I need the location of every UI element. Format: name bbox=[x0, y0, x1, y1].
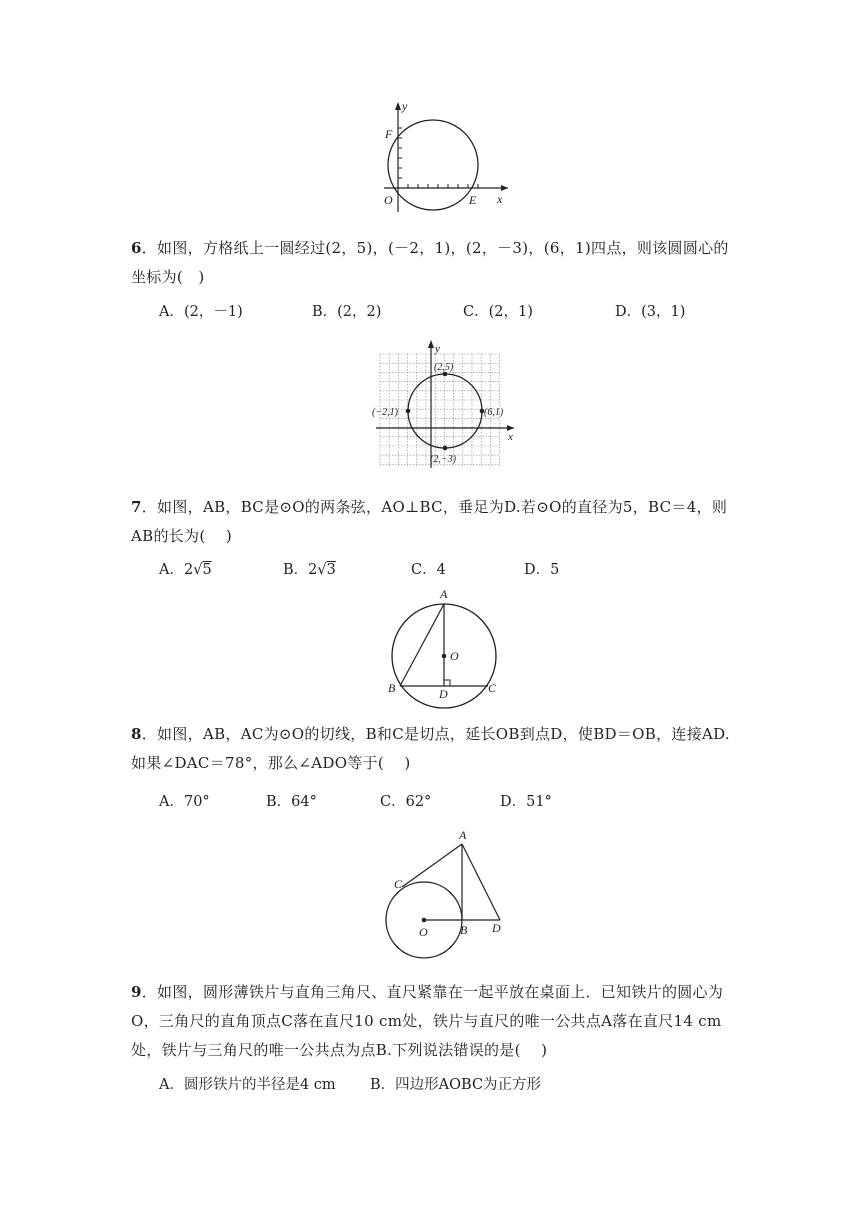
center-point bbox=[422, 918, 427, 923]
question-number: 8 bbox=[131, 725, 142, 743]
point-e-label: E bbox=[469, 193, 477, 207]
label-c: C bbox=[488, 681, 497, 695]
question-7 bbox=[131, 493, 731, 551]
label-bottom-point: (2,−3) bbox=[430, 454, 456, 465]
option-a-radicand: 5 bbox=[202, 562, 212, 578]
y-label: y bbox=[402, 99, 408, 113]
option-c[interactable]: C．4 bbox=[411, 562, 446, 578]
question-6 bbox=[131, 234, 731, 292]
center-point bbox=[442, 654, 447, 659]
question-text: ．如图，AB，AC为⊙O的切线，B和C是切点，延长OB到点D，使BD＝OB，连接AD.如果∠DAC＝78°，那么∠ADO等于( ) bbox=[131, 725, 730, 772]
tangent-ac bbox=[402, 844, 462, 887]
label-c: C bbox=[394, 877, 403, 891]
option-b[interactable]: B．四边形AOBC为正方形 bbox=[370, 1077, 542, 1093]
option-a[interactable]: A．70° bbox=[159, 794, 210, 810]
label-o: O bbox=[450, 649, 459, 663]
label-top-point: (2,5) bbox=[434, 362, 454, 373]
question-text: ．如图，圆形薄铁片与直角三角尺、直尺紧靠在一起平放在桌面上．已知铁片的圆心为O，三角尺的直角顶点C落在直尺10 cm处，铁片与直尺的唯一公共点A落在直尺14 cm处，铁片与三角尺的唯一公共点为点B.下列说法错误的是( ) bbox=[131, 983, 724, 1059]
question-8 bbox=[131, 720, 731, 778]
label-left-point: (−2,1) bbox=[372, 407, 398, 418]
option-b[interactable]: B．2√3 bbox=[283, 562, 336, 578]
label-d: D bbox=[439, 687, 448, 701]
option-d[interactable]: D．51° bbox=[500, 794, 552, 810]
question-number: 6 bbox=[131, 239, 142, 257]
question-text: ．如图，方格纸上一圆经过(2，5)，(－2，1)，(2，－3)，(6，1)四点，则该圆圆心的坐标为( ) bbox=[131, 239, 729, 286]
label-b: B bbox=[388, 681, 396, 695]
point-f-label: F bbox=[385, 127, 393, 141]
option-d[interactable]: D．(3，1) bbox=[615, 304, 686, 320]
option-b-radicand: 3 bbox=[326, 562, 336, 578]
x-axis-arrow bbox=[501, 185, 508, 191]
y-axis-arrow bbox=[395, 102, 401, 110]
chord-ab bbox=[400, 604, 444, 686]
circle bbox=[408, 374, 482, 448]
x-label: x bbox=[497, 192, 503, 206]
figure-q7-circle-chords bbox=[386, 586, 506, 702]
x-label: x bbox=[508, 431, 513, 443]
question-text: ．如图，AB，BC是⊙O的两条弦，AO⊥BC，垂足为D.若⊙O的直径为5，BC＝4，则AB的长为( ) bbox=[131, 498, 728, 545]
option-d[interactable]: D．5 bbox=[524, 562, 560, 578]
label-o: O bbox=[419, 925, 428, 939]
figure-q6-grid-circle bbox=[372, 340, 522, 470]
question-number: 7 bbox=[131, 498, 142, 516]
option-a[interactable]: A．圆形铁片的半径是4 cm bbox=[159, 1077, 336, 1093]
option-a[interactable]: A．2√5 bbox=[159, 562, 212, 578]
circle bbox=[388, 120, 478, 210]
option-b[interactable]: B．64° bbox=[266, 794, 317, 810]
question-number: 9 bbox=[131, 983, 142, 1001]
origin-label: O bbox=[384, 193, 393, 207]
option-a-prefix: A．2 bbox=[159, 562, 194, 578]
label-a: A bbox=[440, 587, 448, 601]
option-c[interactable]: C．(2，1) bbox=[463, 304, 533, 320]
label-d: D bbox=[492, 921, 501, 935]
option-b-prefix: B．2 bbox=[283, 562, 318, 578]
figure-q5-circle-axes bbox=[380, 98, 520, 216]
y-axis-arrow bbox=[428, 340, 434, 348]
label-right-point: (6,1) bbox=[484, 407, 504, 418]
label-a: A bbox=[459, 828, 467, 842]
question-9 bbox=[131, 978, 731, 1065]
point-left bbox=[406, 409, 411, 414]
option-a[interactable]: A．(2，－1) bbox=[159, 304, 243, 320]
point-bottom bbox=[443, 446, 448, 451]
option-b[interactable]: B．(2，2) bbox=[312, 304, 382, 320]
y-label: y bbox=[435, 343, 440, 355]
segment-ad bbox=[462, 844, 500, 920]
right-angle-mark bbox=[444, 680, 450, 686]
option-c[interactable]: C．62° bbox=[380, 794, 432, 810]
figure-q8-tangents bbox=[382, 826, 512, 968]
label-b: B bbox=[460, 923, 468, 937]
